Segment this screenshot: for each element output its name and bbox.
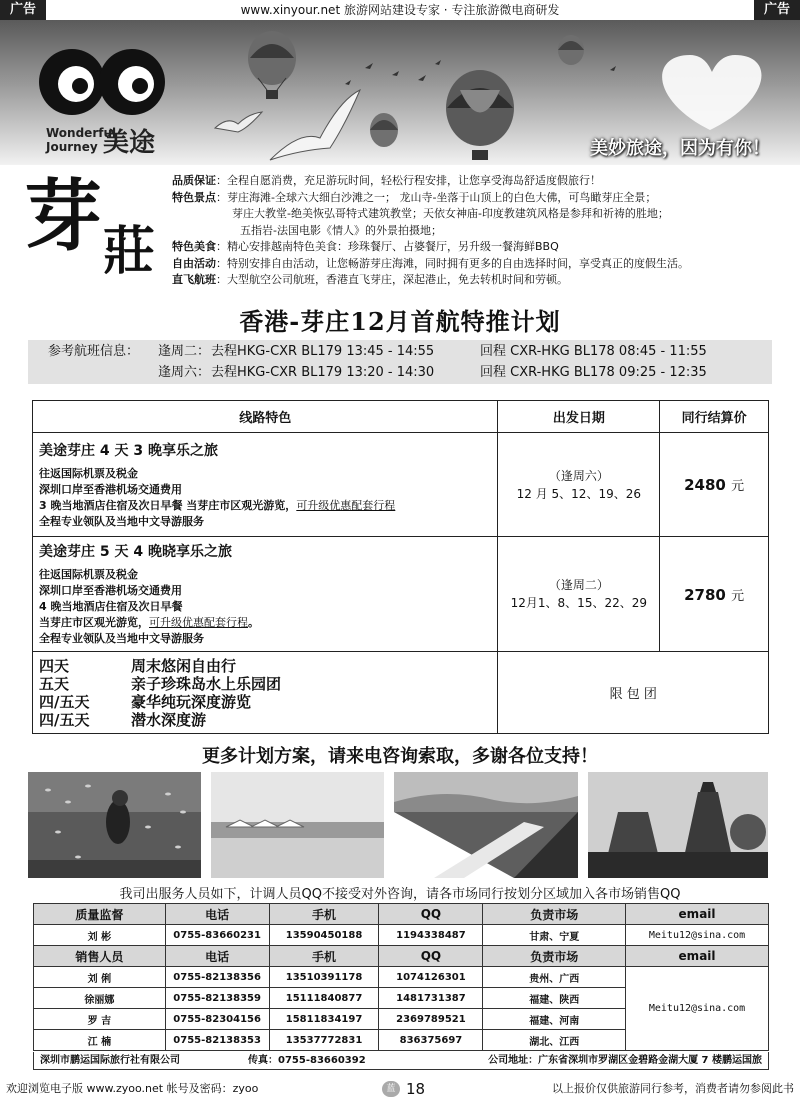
hot-air-balloon-icon: [558, 35, 584, 65]
page-footer: [0, 1080, 800, 1100]
package-list: [33, 652, 498, 734]
flight-day: 逢周二：: [158, 344, 211, 359]
hot-air-balloon-icon: [248, 31, 296, 99]
page-number: 蓝 18: [382, 1080, 425, 1098]
table-row: 徐丽娜 0755-82138359 15111840877 1481731387 福建、陕西: [34, 988, 769, 1009]
ad-tag-right: 广告: [754, 0, 800, 20]
company-address: 公司地址：广东省深圳市罗湖区金碧路金湖大厦 7 楼鹏运国旅: [488, 1055, 762, 1066]
feature-item: 品质保证：全程自愿消费，充足游玩时间，轻松行程安排，让您享受海岛舒适度假旅行！: [172, 174, 601, 187]
table-header-row: 质量监督 电话 手机 QQ 负责市场 email: [34, 904, 769, 925]
feature-list: [172, 173, 792, 289]
more-plans-banner: 更多计划方案，请来电咨询索取，多谢各位支持！: [202, 746, 598, 767]
tour-details: 美途芽庄 5 天 4 晚晓享乐之旅 往返国际机票及税金 深圳口岸至香港机场交通费用 4 晚当地酒店住宿及次日早餐 当芽庄市区观光游览，可升级优惠配套行程。 全程专业领队及当地中文导游服务: [33, 537, 498, 652]
package-item: 四/五天 豪华纯玩深度游览: [39, 692, 252, 711]
feature-item: 特色美食：精心安排越南特色美食：珍珠餐厅、占婆餐厅，另升级一餐海鲜BBQ: [172, 240, 559, 253]
table-row: 刘 彬 0755-83660231 13590450188 1194338487 甘肃、宁夏 Meitu12@sina.com: [34, 925, 769, 946]
beach-photo: [211, 772, 384, 878]
section-badge: 蓝: [382, 1081, 400, 1097]
column-header: 线路特色: [33, 401, 498, 433]
flight-outbound: 去程HKG-CXR BL179 13:20 - 14:30: [211, 365, 435, 380]
flight-info: [28, 340, 772, 384]
flight-day: 逢周六：: [158, 365, 211, 380]
departure-dates: （逢周六） 12 月 5、12、19、26: [498, 433, 660, 537]
footer-left: 欢迎浏览电子版 www.zyoo.net 帐号及密码：zyoo: [6, 1082, 259, 1095]
seagull-icon: [270, 90, 360, 160]
table-row: [33, 537, 769, 652]
diving-photo: [28, 772, 201, 878]
feature-item: 直飞航班：大型航空公司航班，香港直飞芽庄，深起港止，免去转机时间和劳顿。: [172, 273, 568, 286]
flight-return: 回程 CXR-HKG BL178 09:25 - 12:35: [480, 365, 707, 380]
feature-item: 五指岩-法国电影《情人》的外景拍摄地；: [240, 223, 442, 237]
company-name: 深圳市鹏运国际旅行社有限公司: [40, 1055, 180, 1066]
destination-title-char-1: 芽: [24, 171, 103, 262]
feature-item: 特色景点：芽庄海滩-全球六大细白沙滩之一； 龙山寺-坐落于山顶上的白色大佛，可鸟瞰芽庄全景；: [172, 190, 657, 204]
table-row: [33, 433, 769, 537]
tour-table: [32, 400, 769, 734]
destination-title-char-2: 莊: [103, 221, 156, 282]
heart-cloud-icon: [662, 55, 761, 130]
price: 2780 元: [660, 537, 769, 652]
email-link[interactable]: Meitu12@sina.com: [626, 967, 769, 1051]
ad-tag-left: 广告: [0, 0, 46, 20]
seagull-icon: [215, 112, 262, 132]
flight-outbound: 去程HKG-CXR BL179 13:45 - 14:55: [211, 344, 435, 359]
hot-air-balloon-icon: [370, 113, 398, 147]
tour-name: 美途芽庄 5 天 4 晚晓享乐之旅: [39, 544, 232, 560]
coastline-photo: [394, 772, 578, 878]
table-row: 刘 俐 0755-82138356 13510391178 1074126301 贵州、广西 Meitu12@sina.com: [34, 967, 769, 988]
feature-item: 自由活动：特别安排自由活动，让您畅游芽庄海滩，同时拥有更多的自由选择时间，享受真正的度假生活。: [172, 256, 689, 270]
table-header-row: 销售人员 电话 手机 QQ 负责市场 email: [34, 946, 769, 967]
footer-right: 以上报价仅供旅游同行参考，消费者请勿参阅此书: [552, 1082, 794, 1095]
top-bar: [0, 0, 800, 20]
feature-item: 芽庄大教堂-绝美恢弘哥特式建筑教堂；天依女神庙-印度教建筑风格是参拜和祈祷的胜地；: [232, 207, 669, 220]
table-row: [33, 652, 769, 734]
website-line: www.xinyour.net 旅游网站建设专家 · 专注旅游微电商研发: [240, 3, 560, 17]
tour-details: 美途芽庄 4 天 3 晚享乐之旅 往返国际机票及税金 深圳口岸至香港机场交通费用 3 晚当地酒店住宿及次日早餐 当芽庄市区观光游览，可升级优惠配套行程 全程专业领队及当地中文导游服务: [33, 433, 498, 537]
departure-dates: （逢周二） 12月1、8、15、22、29: [498, 537, 660, 652]
column-header: 出发日期: [498, 401, 660, 433]
page-title: 香港-芽庄12月首航特推计划: [239, 307, 561, 336]
email-link[interactable]: Meitu12@sina.com: [626, 925, 769, 946]
banner: [0, 20, 800, 165]
contacts-note: 我司出服务人员如下，计调人员QQ不接受对外咨询，请各市场同行按划分区域加入各市场销售QQ: [119, 887, 681, 902]
tour-name: 美途芽庄 4 天 3 晚享乐之旅: [39, 442, 218, 459]
upgrade-link[interactable]: 可升级优惠配套行程: [296, 498, 396, 512]
company-fax: 传真：0755-83660392: [248, 1055, 366, 1066]
slogan: 美妙旅途，因为有你！: [590, 138, 770, 159]
package-item: 四天 周末悠闲自由行: [39, 656, 237, 675]
package-note: 限 包 团: [498, 652, 769, 734]
brand-logo-icon: [39, 49, 165, 115]
flight-return: 回程 CXR-HKG BL178 08:45 - 11:55: [480, 344, 707, 359]
brand-name-english: Wonderful Journey: [46, 126, 117, 154]
upgrade-link[interactable]: 可升级优惠配套行程: [149, 616, 248, 629]
table-row: 罗 吉 0755-82304156 15811834197 2369789521 福建、河南: [34, 1009, 769, 1030]
hot-air-balloon-icon: [446, 70, 514, 160]
company-info: [33, 1052, 769, 1070]
brand-name-chinese: 美途: [103, 128, 156, 158]
price: 2480 元: [660, 433, 769, 537]
package-item: 五天 亲子珍珠岛水上乐园团: [39, 674, 282, 693]
flight-info-label: 参考航班信息：: [48, 344, 140, 359]
temple-photo: [588, 772, 768, 878]
contacts-table: [33, 903, 769, 1051]
table-header-row: [33, 401, 769, 433]
table-row: 江 楠 0755-82138353 13537772831 836375697 湖北、江西: [34, 1030, 769, 1051]
column-header: 同行结算价: [660, 401, 769, 433]
package-item: 四/五天 潜水深度游: [39, 710, 207, 729]
